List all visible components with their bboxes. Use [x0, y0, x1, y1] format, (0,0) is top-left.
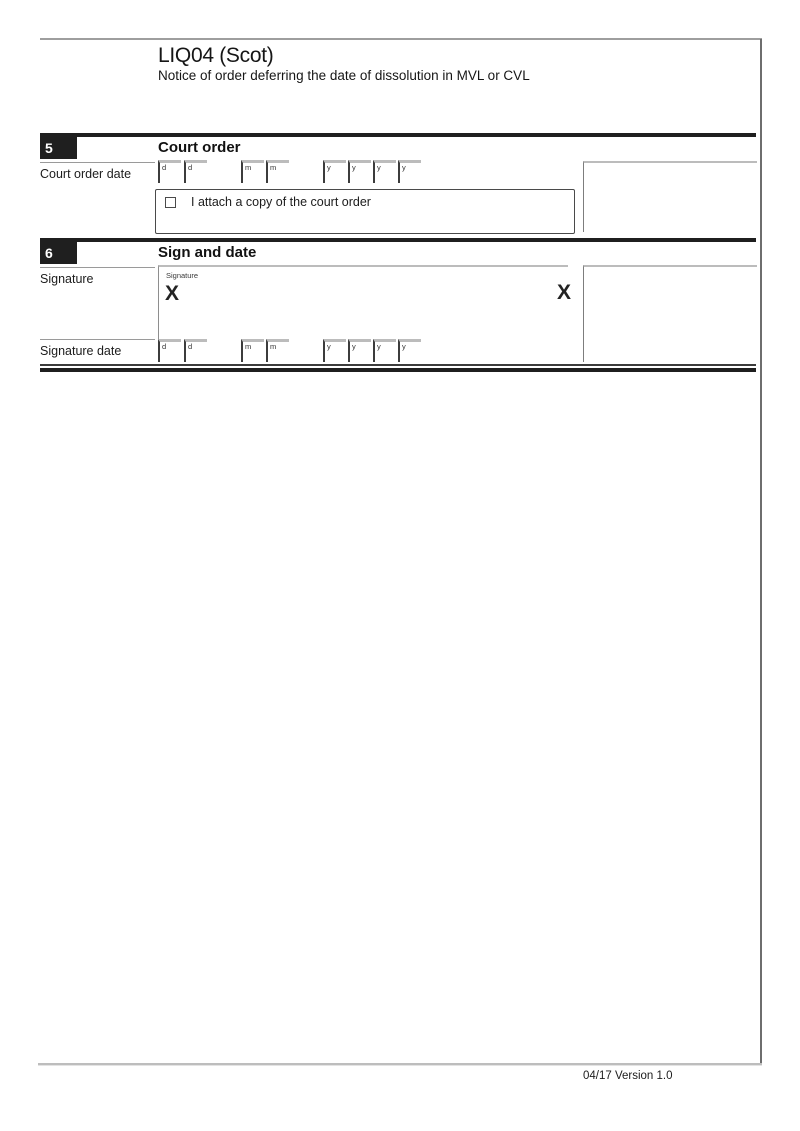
day-letter: d — [188, 342, 193, 351]
court-order-date-day1-field[interactable] — [158, 160, 181, 183]
signature-date-month1-field[interactable] — [241, 339, 264, 362]
signature-inner-label: Signature — [166, 271, 199, 280]
court-order-date-row — [155, 160, 425, 184]
signature-date-label-rule — [40, 339, 155, 340]
section5-number-badge: 5 — [40, 137, 77, 159]
page-bottom-rule — [38, 1063, 762, 1066]
month-letter: m — [245, 342, 252, 351]
signature-x-mark-right: X — [557, 281, 572, 304]
court-order-date-day2-field[interactable] — [184, 160, 207, 183]
signature-date-row — [155, 339, 425, 363]
official-use-box-sign — [583, 265, 757, 362]
attach-court-order-checkbox[interactable] — [165, 197, 176, 208]
form-version-footer: 04/17 Version 1.0 — [583, 1070, 673, 1082]
form-code-title: LIQ04 (Scot) — [158, 44, 274, 67]
page-top-rule — [40, 38, 762, 40]
signature-date-month2-field[interactable] — [266, 339, 289, 362]
signature-date-year3-field[interactable] — [373, 339, 396, 362]
section6-end-thin-rule — [40, 364, 756, 366]
year-letter: y — [327, 163, 331, 172]
court-order-date-year1-field[interactable] — [323, 160, 346, 183]
year-letter: y — [352, 163, 356, 172]
signature-date-year2-field[interactable] — [348, 339, 371, 362]
form-description: Notice of order deferring the date of dissolution in MVL or CVL — [158, 68, 530, 83]
court-order-date-month1-field[interactable] — [241, 160, 264, 183]
year-letter: y — [377, 342, 381, 351]
month-letter: m — [245, 163, 252, 172]
year-letter: y — [327, 342, 331, 351]
signature-date-year4-field[interactable] — [398, 339, 421, 362]
court-order-date-year2-field[interactable] — [348, 160, 371, 183]
attach-court-order-label: I attach a copy of the court order — [191, 195, 371, 209]
section6-divider — [40, 238, 756, 242]
signature-label: Signature — [40, 272, 94, 286]
year-letter: y — [402, 163, 406, 172]
signature-label-rule — [40, 267, 155, 268]
signature-date-year1-field[interactable] — [323, 339, 346, 362]
month-letter: m — [270, 163, 277, 172]
signature-date-label: Signature date — [40, 344, 122, 358]
section6-number-badge: 6 — [40, 242, 77, 264]
court-order-date-label: Court order date — [40, 167, 132, 181]
signature-field[interactable] — [158, 265, 568, 340]
court-order-date-month2-field[interactable] — [266, 160, 289, 183]
year-letter: y — [377, 163, 381, 172]
year-letter: y — [352, 342, 356, 351]
court-order-attachment-box — [155, 189, 575, 234]
day-letter: d — [188, 163, 193, 172]
year-letter: y — [402, 342, 406, 351]
court-order-date-label-rule — [40, 162, 155, 163]
court-order-date-year4-field[interactable] — [398, 160, 421, 183]
day-letter: d — [162, 342, 167, 351]
section6-title: Sign and date — [158, 244, 257, 261]
section5-title: Court order — [158, 139, 241, 156]
court-order-date-year3-field[interactable] — [373, 160, 396, 183]
signature-x-mark-left: X — [165, 282, 180, 305]
official-use-box-court-order — [583, 161, 757, 232]
month-letter: m — [270, 342, 277, 351]
day-letter: d — [162, 163, 167, 172]
section6-end-thick-rule — [40, 368, 756, 372]
signature-date-day1-field[interactable] — [158, 339, 181, 362]
signature-date-day2-field[interactable] — [184, 339, 207, 362]
section5-divider — [40, 133, 756, 137]
page-right-rule — [760, 39, 762, 1065]
